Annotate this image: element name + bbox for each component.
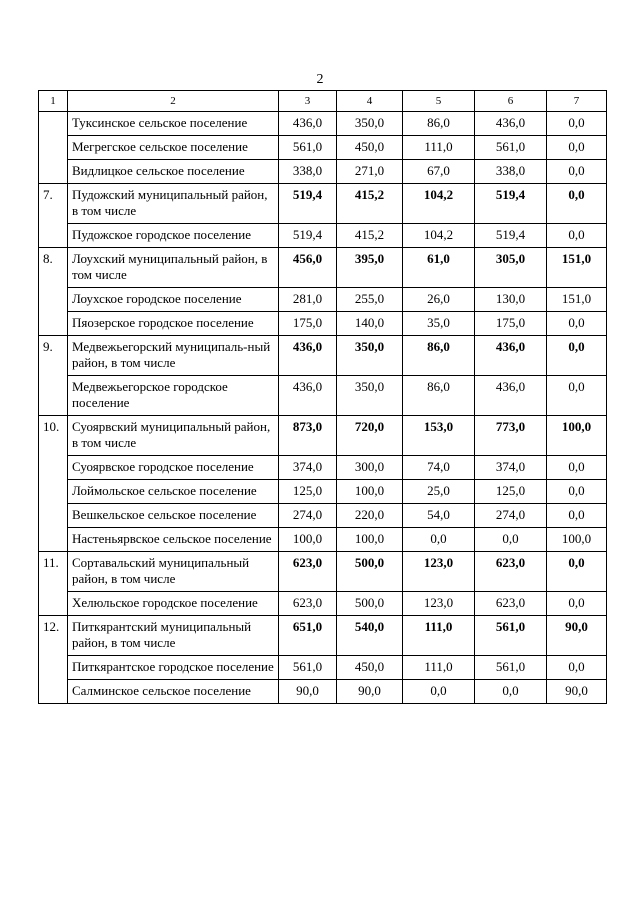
value-cell: 281,0	[279, 288, 337, 312]
value-cell: 720,0	[337, 416, 403, 456]
column-header: 7	[547, 91, 607, 112]
value-cell: 111,0	[403, 136, 475, 160]
settlement-name-cell: Хелюльское городское поселение	[68, 592, 279, 616]
value-cell: 0,0	[547, 224, 607, 248]
table-row	[39, 160, 607, 184]
value-cell: 561,0	[475, 616, 547, 656]
table-row	[39, 336, 607, 376]
settlement-name-cell: Медвежьегорское городское поселение	[68, 376, 279, 416]
column-header: 6	[475, 91, 547, 112]
value-cell: 651,0	[279, 616, 337, 656]
value-cell: 0,0	[403, 528, 475, 552]
value-cell: 90,0	[547, 616, 607, 656]
value-cell: 0,0	[547, 312, 607, 336]
value-cell: 623,0	[475, 552, 547, 592]
value-cell: 0,0	[547, 136, 607, 160]
value-cell: 125,0	[279, 480, 337, 504]
table-row	[39, 528, 607, 552]
value-cell: 519,4	[475, 224, 547, 248]
value-cell: 90,0	[279, 680, 337, 704]
value-cell: 456,0	[279, 248, 337, 288]
value-cell: 271,0	[337, 160, 403, 184]
value-cell: 0,0	[547, 112, 607, 136]
column-header: 4	[337, 91, 403, 112]
table-row	[39, 184, 607, 224]
value-cell: 395,0	[337, 248, 403, 288]
value-cell: 0,0	[547, 552, 607, 592]
value-cell: 100,0	[547, 416, 607, 456]
settlement-name-cell: Лоухский муниципальный район, в том числе	[68, 248, 279, 288]
row-number-cell: 12.	[39, 616, 68, 704]
table-row	[39, 592, 607, 616]
settlement-name-cell: Настеньярвское сельское поселение	[68, 528, 279, 552]
column-header: 2	[68, 91, 279, 112]
value-cell: 0,0	[547, 336, 607, 376]
value-cell: 90,0	[547, 680, 607, 704]
settlement-name-cell: Суоярвский муниципальный район, в том числе	[68, 416, 279, 456]
value-cell: 26,0	[403, 288, 475, 312]
value-cell: 338,0	[475, 160, 547, 184]
value-cell: 561,0	[279, 136, 337, 160]
value-cell: 61,0	[403, 248, 475, 288]
value-cell: 0,0	[547, 592, 607, 616]
value-cell: 35,0	[403, 312, 475, 336]
settlement-name-cell: Суоярвское городское поселение	[68, 456, 279, 480]
settlement-name-cell: Пудожское городское поселение	[68, 224, 279, 248]
value-cell: 500,0	[337, 552, 403, 592]
value-cell: 274,0	[279, 504, 337, 528]
value-cell: 623,0	[279, 552, 337, 592]
table-row	[39, 480, 607, 504]
settlement-name-cell: Мегрегское сельское поселение	[68, 136, 279, 160]
settlement-name-cell: Видлицкое сельское поселение	[68, 160, 279, 184]
settlement-name-cell: Медвежьегорский муниципаль-ный район, в том числе	[68, 336, 279, 376]
value-cell: 86,0	[403, 336, 475, 376]
value-cell: 436,0	[279, 376, 337, 416]
table-body	[39, 91, 607, 704]
value-cell: 0,0	[475, 528, 547, 552]
value-cell: 350,0	[337, 336, 403, 376]
table-row	[39, 656, 607, 680]
table-row	[39, 616, 607, 656]
value-cell: 86,0	[403, 112, 475, 136]
value-cell: 338,0	[279, 160, 337, 184]
settlement-name-cell: Пяозерское городское поселение	[68, 312, 279, 336]
settlement-name-cell: Туксинское сельское поселение	[68, 112, 279, 136]
value-cell: 773,0	[475, 416, 547, 456]
settlement-name-cell: Лоухское городское поселение	[68, 288, 279, 312]
value-cell: 111,0	[403, 616, 475, 656]
settlement-name-cell: Лоймольское сельское поселение	[68, 480, 279, 504]
table-row	[39, 504, 607, 528]
table-row	[39, 312, 607, 336]
value-cell: 220,0	[337, 504, 403, 528]
value-cell: 104,2	[403, 224, 475, 248]
value-cell: 300,0	[337, 456, 403, 480]
value-cell: 0,0	[547, 480, 607, 504]
row-number-cell: 9.	[39, 336, 68, 416]
value-cell: 54,0	[403, 504, 475, 528]
value-cell: 153,0	[403, 416, 475, 456]
value-cell: 0,0	[403, 680, 475, 704]
row-number-cell: 8.	[39, 248, 68, 336]
value-cell: 374,0	[475, 456, 547, 480]
value-cell: 0,0	[547, 456, 607, 480]
table-row	[39, 136, 607, 160]
table-row	[39, 416, 607, 456]
table-row	[39, 288, 607, 312]
value-cell: 519,4	[475, 184, 547, 224]
row-number-cell: 11.	[39, 552, 68, 616]
table-row	[39, 112, 607, 136]
value-cell: 450,0	[337, 656, 403, 680]
row-number-cell: 10.	[39, 416, 68, 552]
column-header: 1	[39, 91, 68, 112]
value-cell: 0,0	[547, 160, 607, 184]
value-cell: 255,0	[337, 288, 403, 312]
table-row	[39, 376, 607, 416]
value-cell: 0,0	[547, 504, 607, 528]
value-cell: 25,0	[403, 480, 475, 504]
value-cell: 561,0	[279, 656, 337, 680]
value-cell: 374,0	[279, 456, 337, 480]
value-cell: 350,0	[337, 376, 403, 416]
settlement-name-cell: Сортавальский муниципальный район, в том числе	[68, 552, 279, 592]
table-row	[39, 680, 607, 704]
value-cell: 623,0	[279, 592, 337, 616]
column-header: 3	[279, 91, 337, 112]
settlement-name-cell: Питкярантское городское поселение	[68, 656, 279, 680]
value-cell: 274,0	[475, 504, 547, 528]
row-number-cell	[39, 112, 68, 184]
value-cell: 0,0	[547, 656, 607, 680]
value-cell: 125,0	[475, 480, 547, 504]
value-cell: 140,0	[337, 312, 403, 336]
value-cell: 175,0	[475, 312, 547, 336]
value-cell: 436,0	[475, 376, 547, 416]
value-cell: 67,0	[403, 160, 475, 184]
table-row	[39, 224, 607, 248]
row-number-cell: 7.	[39, 184, 68, 248]
value-cell: 123,0	[403, 592, 475, 616]
value-cell: 415,2	[337, 184, 403, 224]
value-cell: 415,2	[337, 224, 403, 248]
settlement-name-cell: Пудожский муниципальный район, в том числе	[68, 184, 279, 224]
settlement-name-cell: Салминское сельское поселение	[68, 680, 279, 704]
value-cell: 104,2	[403, 184, 475, 224]
value-cell: 0,0	[547, 184, 607, 224]
value-cell: 623,0	[475, 592, 547, 616]
value-cell: 519,4	[279, 184, 337, 224]
value-cell: 450,0	[337, 136, 403, 160]
value-cell: 90,0	[337, 680, 403, 704]
value-cell: 100,0	[337, 528, 403, 552]
value-cell: 305,0	[475, 248, 547, 288]
value-cell: 0,0	[475, 680, 547, 704]
value-cell: 873,0	[279, 416, 337, 456]
value-cell: 561,0	[475, 136, 547, 160]
page-number: 2	[316, 72, 324, 87]
value-cell: 86,0	[403, 376, 475, 416]
value-cell: 74,0	[403, 456, 475, 480]
value-cell: 0,0	[547, 376, 607, 416]
column-header: 5	[403, 91, 475, 112]
settlement-name-cell: Питкярантский муниципальный район, в том числе	[68, 616, 279, 656]
value-cell: 100,0	[279, 528, 337, 552]
value-cell: 111,0	[403, 656, 475, 680]
value-cell: 436,0	[475, 112, 547, 136]
value-cell: 151,0	[547, 288, 607, 312]
value-cell: 151,0	[547, 248, 607, 288]
value-cell: 436,0	[475, 336, 547, 376]
value-cell: 540,0	[337, 616, 403, 656]
table-row	[39, 248, 607, 288]
value-cell: 561,0	[475, 656, 547, 680]
data-table	[38, 90, 607, 704]
value-cell: 350,0	[337, 112, 403, 136]
value-cell: 100,0	[337, 480, 403, 504]
value-cell: 175,0	[279, 312, 337, 336]
value-cell: 100,0	[547, 528, 607, 552]
table-row	[39, 456, 607, 480]
table-header-row	[39, 91, 607, 112]
value-cell: 436,0	[279, 112, 337, 136]
value-cell: 500,0	[337, 592, 403, 616]
value-cell: 519,4	[279, 224, 337, 248]
value-cell: 436,0	[279, 336, 337, 376]
settlement-name-cell: Вешкельское сельское поселение	[68, 504, 279, 528]
table-row	[39, 552, 607, 592]
value-cell: 130,0	[475, 288, 547, 312]
value-cell: 123,0	[403, 552, 475, 592]
